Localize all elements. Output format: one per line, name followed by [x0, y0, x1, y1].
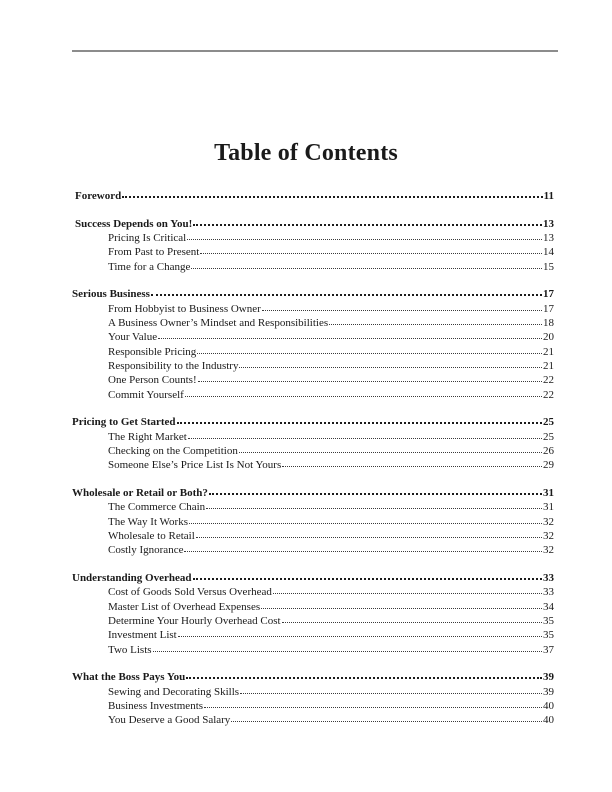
toc-page-number: 11 — [543, 190, 554, 202]
toc-label: Your Value — [108, 331, 158, 344]
toc-page-number: 17 — [543, 302, 554, 315]
toc-label: Serious Business — [72, 288, 150, 301]
toc-entry — [72, 614, 554, 628]
toc-page-number: 26 — [543, 444, 554, 457]
toc-entry — [72, 699, 554, 713]
dot-leader — [198, 373, 542, 383]
toc-label: Investment List — [108, 629, 177, 642]
toc-page-number: 25 — [543, 416, 554, 429]
toc-label: Commit Yourself — [108, 388, 184, 401]
toc-label: Understanding Overhead — [72, 572, 192, 585]
toc-label: Wholesale to Retail — [108, 529, 195, 542]
toc-entry — [72, 388, 554, 402]
table-of-contents — [72, 189, 554, 741]
toc-page-number: 40 — [543, 699, 554, 712]
toc-page-number: 40 — [543, 714, 554, 727]
toc-page-number: 15 — [543, 260, 554, 273]
toc-label: Determine Your Hourly Overhead Cost — [108, 614, 281, 627]
toc-entry — [72, 713, 554, 727]
toc-page-number: 39 — [543, 685, 554, 698]
toc-label: Time for a Change — [108, 260, 191, 273]
toc-page-number: 13 — [543, 232, 554, 245]
dot-leader — [240, 685, 542, 695]
toc-entry — [72, 260, 554, 274]
toc-page-number: 31 — [543, 501, 554, 514]
toc-page-number: 33 — [543, 572, 554, 585]
toc-page-number: 29 — [543, 459, 554, 472]
toc-chapter — [72, 571, 554, 585]
toc-entry — [72, 245, 554, 259]
dot-leader — [262, 302, 542, 312]
toc-label: Cost of Goods Sold Versus Overhead — [108, 586, 272, 599]
toc-page-number: 22 — [543, 374, 554, 387]
toc-label: What the Boss Pays You — [72, 671, 186, 684]
toc-section — [72, 217, 554, 274]
toc-page-number: 21 — [543, 345, 554, 358]
dot-leader — [261, 600, 542, 610]
toc-entry — [72, 302, 554, 316]
toc-section — [72, 189, 554, 203]
toc-entry — [72, 543, 554, 557]
toc-entry — [72, 529, 554, 543]
toc-label: Master List of Overhead Expenses — [108, 600, 261, 613]
toc-label: Foreword — [75, 190, 122, 202]
toc-entry — [72, 585, 554, 599]
toc-entry — [72, 316, 554, 330]
toc-page-number: 20 — [543, 331, 554, 344]
toc-label: From Past to Present — [108, 246, 200, 259]
toc-entry — [72, 359, 554, 373]
dot-leader — [188, 430, 542, 440]
dot-leader — [239, 359, 542, 369]
toc-page-number: 22 — [543, 388, 554, 401]
dot-leader — [184, 543, 542, 553]
toc-entry — [72, 444, 554, 458]
toc-page-number: 37 — [543, 643, 554, 656]
dot-leader — [193, 217, 542, 227]
toc-page-number: 17 — [543, 288, 554, 301]
toc-entry — [72, 330, 554, 344]
toc-chapter — [72, 486, 554, 500]
dot-leader — [196, 529, 542, 539]
toc-entry — [72, 515, 554, 529]
dot-leader — [197, 345, 542, 355]
dot-leader — [273, 585, 542, 595]
dot-leader — [122, 189, 542, 199]
toc-label: The Right Market — [108, 430, 187, 443]
toc-page-number: 33 — [543, 586, 554, 599]
dot-leader — [151, 287, 542, 297]
toc-label: Costly Ignorance — [108, 544, 184, 557]
dot-leader — [329, 316, 542, 326]
toc-entry — [72, 600, 554, 614]
dot-leader — [204, 699, 542, 709]
toc-entry — [72, 458, 554, 472]
dot-leader — [191, 260, 542, 270]
toc-chapter — [72, 189, 554, 203]
toc-entry — [72, 373, 554, 387]
toc-section — [72, 486, 554, 557]
toc-page-number: 32 — [543, 529, 554, 542]
toc-section — [72, 670, 554, 727]
toc-page-number: 21 — [543, 359, 554, 372]
toc-label: The Way It Works — [108, 515, 189, 528]
toc-entry — [72, 345, 554, 359]
toc-label: Business Investments — [108, 699, 204, 712]
toc-label: From Hobbyist to Business Owner — [108, 302, 261, 315]
dot-leader — [158, 330, 542, 340]
toc-page-number: 35 — [543, 614, 554, 627]
toc-label: Sewing and Decorating Skills — [108, 685, 240, 698]
dot-leader — [189, 515, 542, 525]
toc-page-number: 18 — [543, 317, 554, 330]
dot-leader — [282, 458, 542, 468]
toc-entry — [72, 430, 554, 444]
toc-page-number: 32 — [543, 515, 554, 528]
dot-leader — [193, 571, 543, 581]
dot-leader — [186, 670, 542, 680]
toc-label: Responsibility to the Industry — [108, 359, 239, 372]
dot-leader — [282, 614, 542, 624]
dot-leader — [209, 486, 542, 496]
dot-leader — [153, 643, 542, 653]
toc-entry — [72, 500, 554, 514]
toc-page-number: 35 — [543, 629, 554, 642]
toc-page-number: 32 — [543, 544, 554, 557]
toc-page-number: 25 — [543, 430, 554, 443]
toc-label: Someone Else’s Price List Is Not Yours — [108, 459, 282, 472]
toc-label: Pricing Is Critical — [108, 232, 187, 245]
toc-page-number: 39 — [543, 671, 554, 684]
toc-entry — [72, 628, 554, 642]
toc-label: The Commerce Chain — [108, 501, 206, 514]
dot-leader — [187, 231, 542, 241]
toc-page-number: 31 — [543, 487, 554, 500]
toc-entry — [72, 643, 554, 657]
toc-chapter — [72, 670, 554, 684]
toc-label: Pricing to Get Started — [72, 416, 176, 429]
toc-label: One Person Counts! — [108, 374, 197, 387]
dot-leader — [231, 713, 542, 723]
toc-chapter — [72, 287, 554, 301]
page-title: Table of Contents — [214, 140, 398, 166]
toc-label: A Business Owner’s Mindset and Responsibilities — [108, 317, 329, 330]
toc-section — [72, 287, 554, 401]
toc-label: You Deserve a Good Salary — [108, 714, 231, 727]
toc-section — [72, 415, 554, 472]
toc-label: Responsible Pricing — [108, 345, 197, 358]
toc-label: Wholesale or Retail or Both? — [72, 487, 208, 500]
toc-page-number: 34 — [543, 600, 554, 613]
top-rule — [72, 50, 558, 52]
dot-leader — [200, 245, 542, 255]
toc-label: Success Depends on You! — [75, 217, 193, 230]
dot-leader — [185, 388, 542, 398]
toc-page-number: 14 — [543, 246, 554, 259]
toc-chapter — [72, 415, 554, 429]
toc-section — [72, 571, 554, 657]
toc-entry — [72, 231, 554, 245]
dot-leader — [206, 500, 542, 510]
dot-leader — [177, 415, 542, 425]
dot-leader — [178, 628, 542, 638]
toc-chapter — [72, 217, 554, 231]
dot-leader — [239, 444, 542, 454]
toc-entry — [72, 685, 554, 699]
toc-label: Two Lists — [108, 643, 152, 656]
toc-label: Checking on the Competition — [108, 444, 238, 457]
toc-page-number: 13 — [543, 217, 554, 230]
